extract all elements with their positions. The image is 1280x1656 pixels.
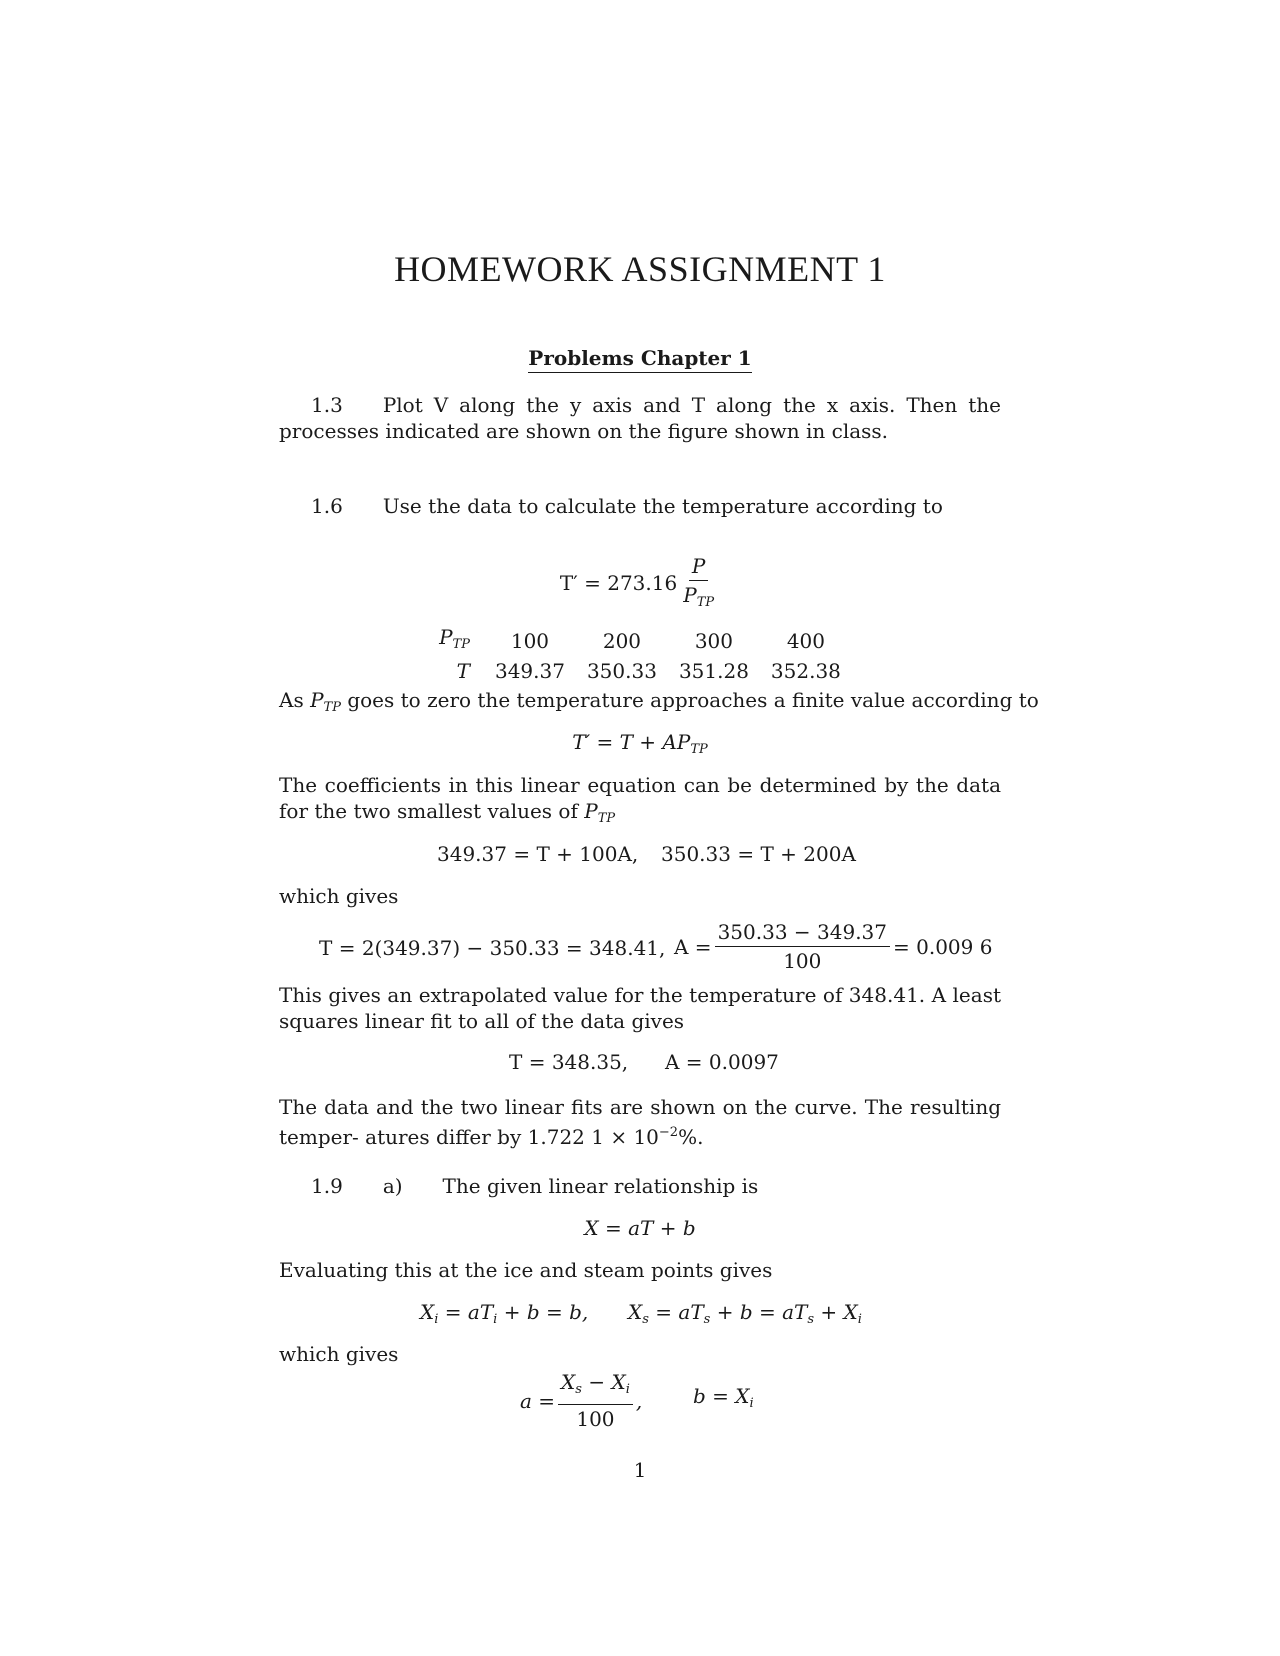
problem-number: 1.9 bbox=[311, 1174, 343, 1198]
table-row-header: T bbox=[456, 659, 470, 683]
superscript: −2 bbox=[658, 1125, 679, 1140]
equation-lhs: T′ = 273.16 bbox=[559, 571, 678, 595]
which-gives-1: which gives bbox=[279, 884, 399, 908]
equation-fraction bbox=[680, 554, 717, 615]
symbol-ptp: $P_{TP}$ bbox=[584, 799, 616, 826]
paragraph-coefficients bbox=[279, 772, 1001, 832]
equation-a-formula: a = $\frac{X_s - X_i}{100}$ , bbox=[520, 1370, 643, 1431]
data-table bbox=[428, 624, 852, 684]
table-cell: 351.28 bbox=[678, 659, 749, 683]
symbol-ptp: $P_{TP}$ bbox=[310, 688, 341, 715]
equation-fraction bbox=[558, 1370, 633, 1431]
fraction-denominator: 100 bbox=[576, 1407, 615, 1431]
table-cell: 200 bbox=[602, 629, 642, 653]
equation-system-right: 350.33 = T + 200A bbox=[661, 842, 856, 866]
equation-a-result bbox=[674, 920, 992, 973]
equation-t-prime bbox=[0, 554, 1280, 615]
data-table-wrapper bbox=[0, 624, 1280, 684]
problem-1-9-intro bbox=[311, 1174, 758, 1198]
equation-ice-point: $X_i = aT_i + b = b$, bbox=[420, 1300, 589, 1327]
text-run: As bbox=[279, 688, 304, 712]
text-run: goes to zero the temperature approaches a finite value according to bbox=[347, 688, 1039, 712]
equation-lhs: A = bbox=[674, 934, 712, 959]
text-run: The data and the two linear fits are shown on the curve. The resulting temper- atures differ by 1.722 1 × 10 bbox=[279, 1095, 1001, 1149]
fraction-numerator: P bbox=[689, 554, 708, 581]
text-run: %. bbox=[678, 1125, 704, 1149]
equation-b-formula: $b = X_i$ bbox=[693, 1384, 754, 1411]
table-row bbox=[428, 624, 852, 658]
paragraph-goes-to-zero bbox=[279, 688, 1039, 715]
document-title: HOMEWORK ASSIGNMENT 1 bbox=[394, 249, 886, 289]
table-row-header: $P_{TP}$ bbox=[439, 625, 470, 652]
equation-result: = 0.009 6 bbox=[893, 934, 993, 959]
table-row bbox=[428, 658, 852, 684]
paragraph-extrapolated: This gives an extrapolated value for the temperature of 348.41. A least squares linear fit to all of the data gives bbox=[279, 983, 1001, 1033]
paragraph-evaluating: Evaluating this at the ice and steam points gives bbox=[279, 1258, 773, 1282]
table-cell: 300 bbox=[694, 629, 734, 653]
problem-1-6-intro bbox=[311, 494, 943, 518]
fraction-numerator: $X_s - X_i$ bbox=[558, 1370, 633, 1405]
table-cell: 352.38 bbox=[770, 659, 841, 683]
equation-text: T′ = T + AP bbox=[572, 730, 691, 754]
fraction-denominator: 100 bbox=[783, 949, 822, 973]
equation-fraction bbox=[715, 920, 890, 973]
table-cell: 350.33 bbox=[586, 659, 657, 683]
problem-text: Use the data to calculate the temperature according to bbox=[382, 494, 943, 518]
equation-linear-relation: X = aT + b bbox=[584, 1216, 696, 1240]
problem-text: Plot V along the y axis and T along the x axis. Then the processes indicated are shown on the figure shown in class. bbox=[279, 393, 1001, 443]
which-gives-2: which gives bbox=[279, 1342, 399, 1366]
table-cell: 349.37 bbox=[494, 659, 565, 683]
problem-number: 1.6 bbox=[311, 494, 343, 518]
equation-fit-t: T = 348.35, bbox=[509, 1050, 629, 1074]
equation-linear: $T' = T + AP_{TP}$ bbox=[572, 730, 708, 757]
equation-fit-a: A = 0.0097 bbox=[665, 1050, 779, 1074]
equation-lhs: a = bbox=[520, 1388, 556, 1413]
equation-steam-point: $X_s = aT_s + b = aT_s + X_i$ bbox=[628, 1300, 862, 1327]
fraction-numerator: 350.33 − 349.37 bbox=[715, 920, 890, 947]
section-heading-text: Problems Chapter 1 bbox=[528, 346, 751, 373]
paragraph-curve bbox=[279, 1094, 1001, 1150]
text-run: The coefficients in this linear equation can be determined by the data for the two smallest values of bbox=[279, 773, 1001, 823]
equation-system-left: 349.37 = T + 100A, bbox=[437, 842, 639, 866]
equation-t-result: T = 2(349.37) − 350.33 = 348.41, bbox=[319, 936, 666, 960]
table-cell: 100 bbox=[510, 629, 550, 653]
page-number: 1 bbox=[633, 1458, 647, 1482]
problem-number: 1.3 bbox=[311, 393, 343, 417]
section-heading bbox=[0, 346, 1280, 370]
problem-1-3 bbox=[279, 392, 1001, 444]
table-cell: 400 bbox=[786, 629, 825, 653]
problem-text: The given linear relationship is bbox=[442, 1174, 759, 1198]
fraction-denominator: $P_{TP}$ bbox=[683, 583, 715, 610]
problem-part: a) bbox=[382, 1174, 403, 1198]
